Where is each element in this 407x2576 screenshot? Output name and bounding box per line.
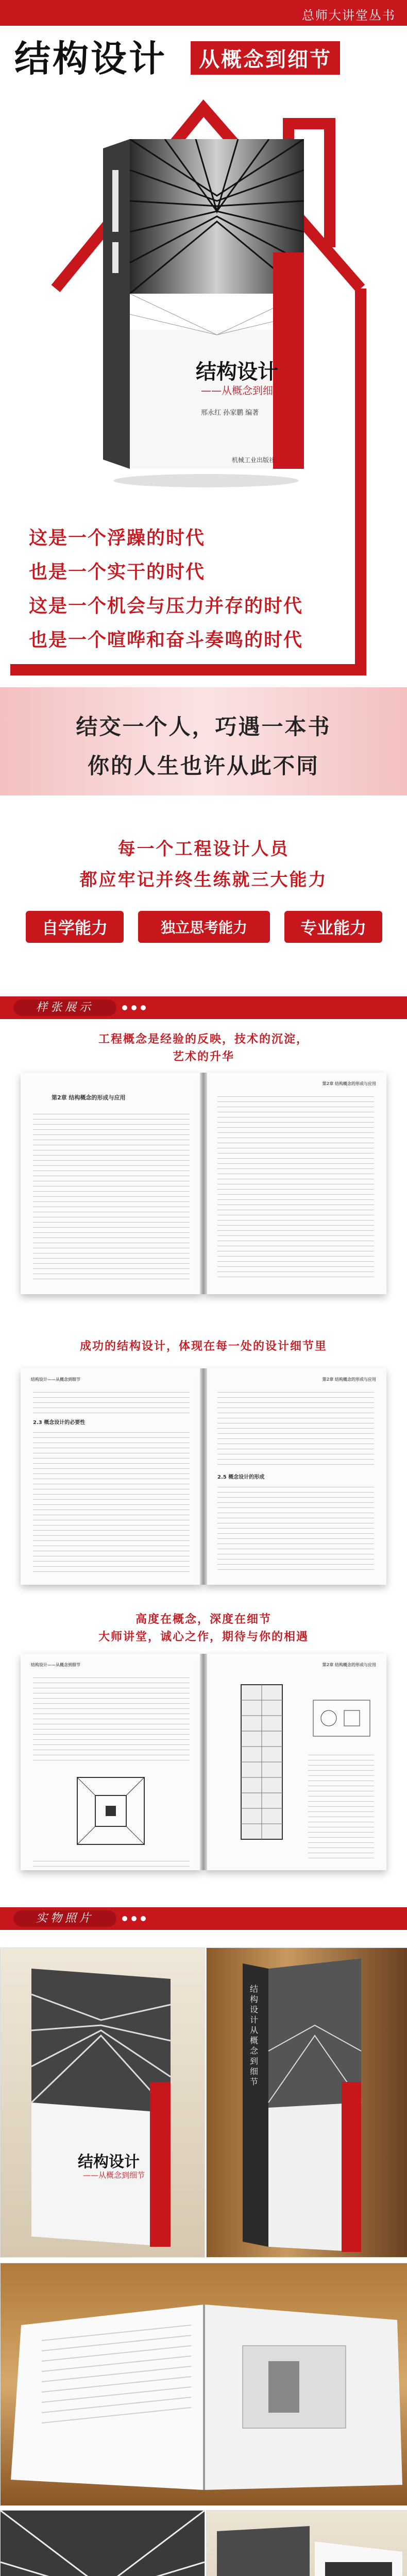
spread-3-left-text: [33, 1674, 190, 1762]
photo-1-book-title: 结构设计: [78, 2153, 140, 2171]
caption-1-line-1: 工程概念是经验的反映，技术的沉淀，: [98, 1033, 309, 1046]
book-cover-subtitle: ——从概念到细节: [201, 384, 283, 397]
caption-3-line-1: 高度在概念，深度在细节: [135, 1613, 272, 1626]
ability-professional: 专业能力: [284, 911, 382, 943]
spread-2-mid-heading: 2.3 概念设计的必要性: [33, 1420, 86, 1426]
sample-spread-3: [21, 1654, 386, 1870]
photos-section-header: [0, 1907, 407, 1930]
spread-2-right-text: [217, 1389, 374, 1466]
photo-book-front: [0, 1947, 205, 2258]
spread-1-right-heading: 第2章 结构概念的形成与应用: [322, 1081, 376, 1086]
samples-section-header: [0, 996, 407, 1019]
ability-independent-thinking: 独立思考能力: [138, 911, 270, 943]
photo-2-book: [207, 1948, 407, 2257]
caption-1-line-2: 艺术的升华: [172, 1050, 234, 1063]
spread-3-floorplan-figure: [62, 1767, 160, 1855]
spread-2-right-heading: 第2章 结构概念的形成与应用: [322, 1377, 376, 1382]
hero-title: 结构设计: [14, 38, 167, 80]
slogan-3: 这是一个机会与压力并存的时代: [29, 596, 303, 617]
abilities-title-2: 都应牢记并终生练就三大能力: [79, 870, 328, 890]
caption-2: 成功的结构设计，体现在每一处的设计细节里: [79, 1340, 327, 1353]
spread-2-left-page: [21, 1368, 202, 1585]
spread-2-left-text: [33, 1389, 190, 1415]
spread-3-building-figure: [221, 1680, 303, 1844]
photo-2-spine-text: 结构设计 从概念到细节: [250, 1984, 259, 2087]
spread-3-right-heading: 第2章 结构概念的形成与应用: [322, 1663, 376, 1667]
spread-1-left-heading: 第2章 结构概念的形成与应用: [52, 1094, 126, 1101]
spread-3-left-text-2: [33, 1858, 190, 1867]
photo-two-books: [206, 2510, 407, 2576]
photos-header-label: 实物照片: [13, 1910, 116, 1927]
caption-3-line-2: 大师讲堂，诚心之作，期待与你的相遇: [98, 1631, 309, 1643]
book-cover-author: 邢永红 孙家鹏 编著: [201, 409, 259, 417]
spread-2-right-subheading: 2.5 概念设计的形成: [217, 1475, 265, 1480]
spread-3-right-text: [308, 1752, 374, 1860]
spread-2-left-heading: 结构设计——从概念到细节: [31, 1377, 80, 1382]
photo-1-book: [1, 1948, 205, 2257]
quote-line-2: 你的人生也许从此不同: [87, 753, 319, 778]
photo-4-tunnel: [1, 2511, 205, 2576]
header-dots-decoration: [122, 1005, 152, 1011]
photo-3-open-book: [1, 2263, 407, 2505]
spread-2-left-text-2: [33, 1429, 190, 1573]
spread-3-gutter: [200, 1654, 207, 1870]
spread-2-gutter: [200, 1368, 207, 1585]
book-cover-publisher: 机械工业出版社: [232, 456, 276, 464]
photo-book-spine: [206, 1947, 407, 2258]
book-shadow: [113, 474, 299, 487]
spread-2-right-text-2: [217, 1484, 374, 1573]
spread-3-detail-figure: [308, 1695, 375, 1741]
spread-1-left-text: [33, 1111, 190, 1281]
photo-1-book-subtitle: ——从概念到细节: [83, 2171, 145, 2180]
spread-1-right-text: [217, 1093, 374, 1281]
spread-3-left-heading: 结构设计——从概念到细节: [31, 1663, 80, 1667]
book-cover-title: 结构设计: [196, 360, 278, 384]
slogan-2: 也是一个实干的时代: [29, 562, 206, 583]
book-cover-3d: [103, 139, 304, 469]
spread-1-right-page: [205, 1073, 386, 1294]
ability-self-learning: 自学能力: [26, 911, 124, 943]
header-dots-decoration: [122, 1916, 152, 1922]
spread-3-right-page: [205, 1654, 386, 1870]
hero-subtitle: 从概念到细节: [191, 41, 340, 75]
sample-spread-1: [21, 1073, 386, 1294]
photo-open-book: [0, 2263, 407, 2506]
spread-1-left-page: [21, 1073, 202, 1294]
photo-5-books: [207, 2511, 407, 2576]
spread-1-gutter: [200, 1073, 207, 1294]
samples-header-label: 样张展示: [13, 999, 116, 1016]
abilities-title-1: 每一个工程设计人员: [117, 839, 290, 859]
quote-line-1: 结交一个人，巧遇一本书: [76, 714, 331, 739]
sample-spread-2: [21, 1368, 386, 1585]
slogan-4: 也是一个喧哗和奋斗奏鸣的时代: [29, 630, 303, 651]
spread-2-right-page: [205, 1368, 386, 1585]
slogan-1: 这是一个浮躁的时代: [29, 528, 206, 549]
series-label: 总师大讲堂丛书: [302, 8, 396, 23]
spread-3-left-page: [21, 1654, 202, 1870]
photo-cover-closeup: [0, 2510, 205, 2576]
